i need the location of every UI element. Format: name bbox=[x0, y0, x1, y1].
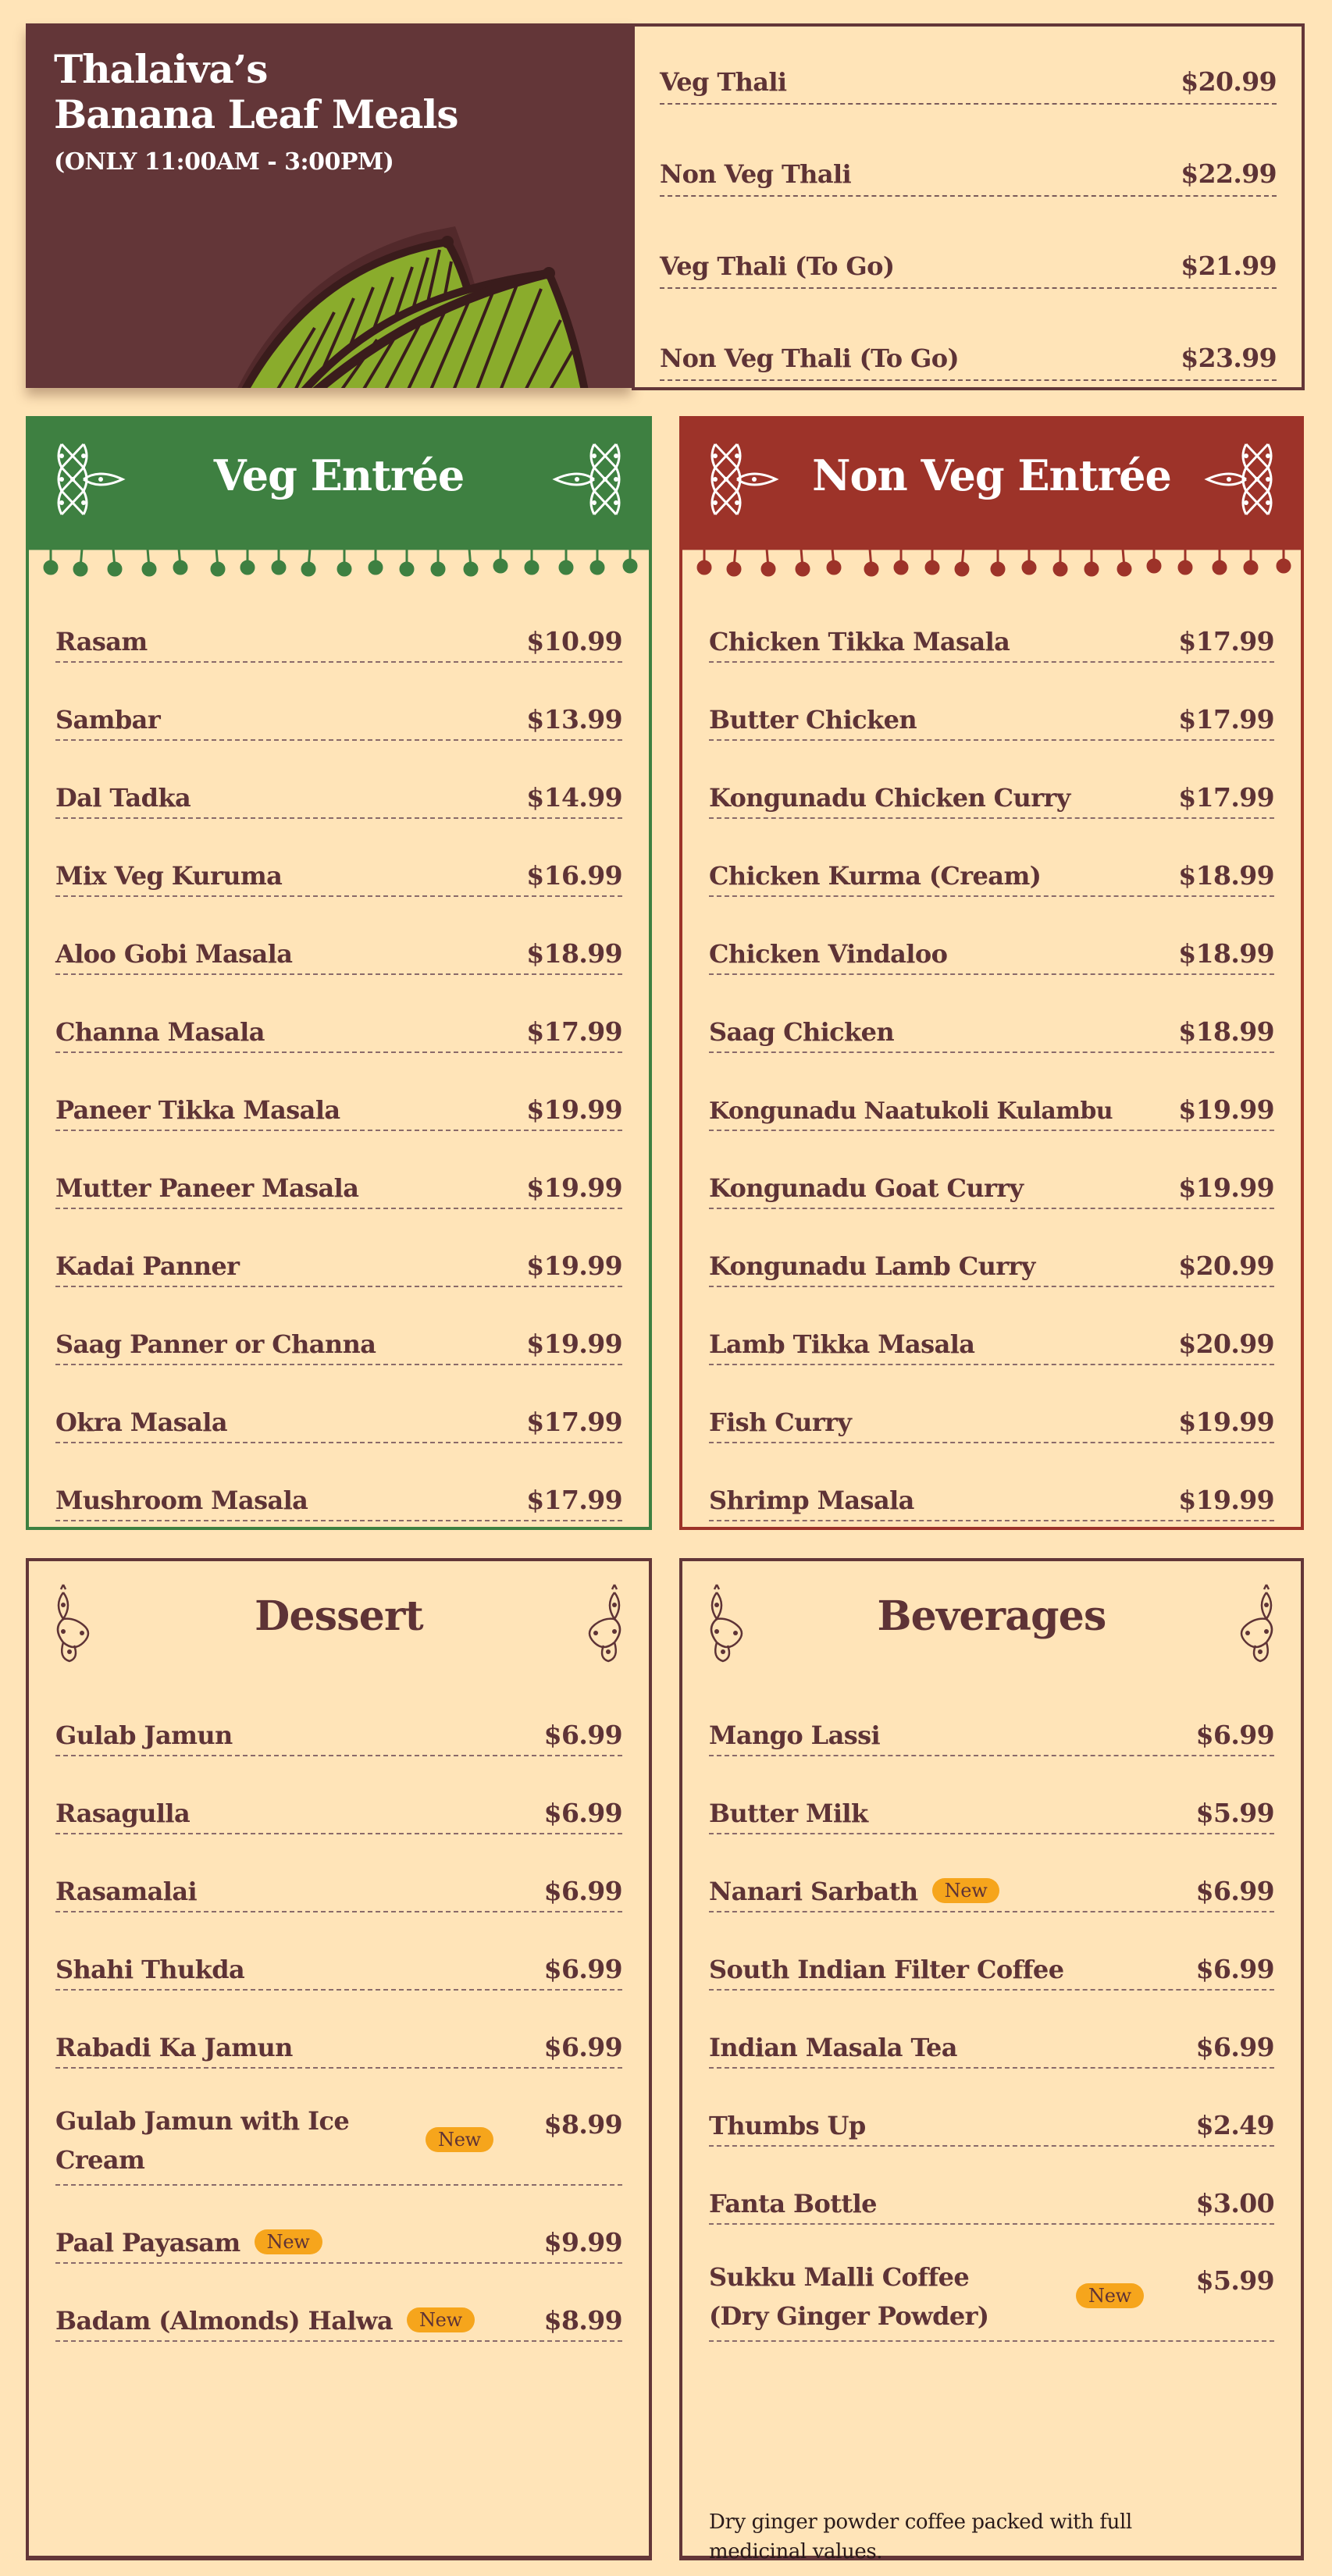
menu-item: Kongunadu Goat Curry $19.99 bbox=[709, 1131, 1274, 1209]
hero-banner bbox=[26, 23, 632, 388]
banana-leaf-icon bbox=[198, 172, 632, 388]
menu-item: Kongunadu Chicken Curry $17.99 bbox=[709, 741, 1274, 819]
menu-item: Saag Panner or Channa $19.99 bbox=[55, 1287, 622, 1365]
new-badge: New bbox=[255, 2229, 322, 2254]
menu-item: Shrimp Masala $19.99 bbox=[709, 1443, 1274, 1521]
menu-item: Saag Chicken $18.99 bbox=[709, 975, 1274, 1053]
dashed-divider bbox=[709, 2340, 1274, 2342]
new-badge: New bbox=[1076, 2283, 1144, 2308]
section-title: Veg Entrée bbox=[213, 450, 465, 500]
menu-item: Dal Tadka $14.99 bbox=[55, 741, 622, 819]
menu-item: Aloo Gobi Masala $18.99 bbox=[55, 897, 622, 975]
new-badge: New bbox=[426, 2127, 493, 2152]
dashed-divider bbox=[55, 1520, 622, 1521]
tassel-border-icon bbox=[29, 549, 649, 577]
menu-item: Rasagulla $6.99 bbox=[55, 1756, 622, 1834]
menu-item: Channa Masala $17.99 bbox=[55, 975, 622, 1053]
dessert-section bbox=[26, 1558, 652, 2560]
section-title: Non Veg Entrée bbox=[812, 450, 1171, 500]
menu-item: Butter Chicken $17.99 bbox=[709, 663, 1274, 741]
menu-item: Sukku Malli Coffee (Dry Ginger Powder) New $5.99 bbox=[709, 2225, 1274, 2342]
menu-item: Thumbs Up $2.49 bbox=[709, 2069, 1274, 2147]
menu-list bbox=[55, 585, 622, 1521]
menu-item: Veg Thali (To Go) $21.99 bbox=[660, 250, 1277, 289]
menu-item: Shahi Thukda $6.99 bbox=[55, 1912, 622, 1991]
menu-item: Rabadi Ka Jamun $6.99 bbox=[55, 1991, 622, 2069]
menu-item: Kadai Panner $19.99 bbox=[55, 1209, 622, 1287]
menu-item: Chicken Tikka Masala $17.99 bbox=[709, 585, 1274, 663]
menu-item: Sambar $13.99 bbox=[55, 663, 622, 741]
dashed-divider bbox=[55, 2340, 622, 2342]
menu-item: Paneer Tikka Masala $19.99 bbox=[55, 1053, 622, 1131]
section-title: Dessert bbox=[255, 1592, 423, 1640]
restaurant-title: Thalaiva’s Banana Leaf Meals bbox=[54, 46, 458, 137]
menu-item: Nanari Sarbath New $6.99 bbox=[709, 1834, 1274, 1912]
veg-entree-section bbox=[26, 416, 652, 1530]
menu-item: Gulab Jamun $6.99 bbox=[55, 1678, 622, 1756]
menu-item: Butter Milk $5.99 bbox=[709, 1756, 1274, 1834]
beverages-section bbox=[679, 1558, 1304, 2564]
menu-item: Mutter Paneer Masala $19.99 bbox=[55, 1131, 622, 1209]
menu-item: Chicken Vindaloo $18.99 bbox=[709, 897, 1274, 975]
menu-item: Okra Masala $17.99 bbox=[55, 1365, 622, 1443]
menu-list bbox=[55, 1678, 622, 2342]
kolam-ornament-icon bbox=[547, 441, 625, 519]
menu-item: Kongunadu Lamb Curry $20.99 bbox=[709, 1209, 1274, 1287]
non-veg-entree-section bbox=[679, 416, 1304, 1530]
menu-item: Gulab Jamun with Ice Cream New $8.99 bbox=[55, 2069, 622, 2186]
menu-item: Non Veg Thali (To Go) $23.99 bbox=[660, 342, 1277, 381]
section-title: Beverages bbox=[877, 1592, 1106, 1640]
kolam-ornament-icon bbox=[1199, 441, 1277, 519]
item-description: Dry ginger powder coffee packed with full medicinal values. bbox=[709, 2510, 1132, 2564]
menu-item: Veg Thali $20.99 bbox=[660, 66, 1277, 105]
menu-item: Paal Payasam New $9.99 bbox=[55, 2186, 622, 2264]
menu-item: Non Veg Thali $22.99 bbox=[660, 158, 1277, 197]
menu-item: Badam (Almonds) Halwa New $8.99 bbox=[55, 2264, 622, 2342]
thali-price-panel bbox=[632, 23, 1305, 390]
menu-item: Indian Masala Tea $6.99 bbox=[709, 1991, 1274, 2069]
section-header bbox=[29, 419, 649, 549]
menu-item: Rasamalai $6.99 bbox=[55, 1834, 622, 1912]
menu-list bbox=[709, 1678, 1274, 2564]
tassel-border-icon bbox=[682, 549, 1301, 577]
new-badge: New bbox=[407, 2307, 475, 2332]
kolam-ornament-icon bbox=[1230, 1582, 1277, 1667]
kolam-ornament-icon bbox=[579, 1582, 625, 1667]
section-header bbox=[682, 419, 1301, 549]
menu-item: Mushroom Masala $17.99 bbox=[55, 1443, 622, 1521]
menu-item: Fish Curry $19.99 bbox=[709, 1365, 1274, 1443]
menu-item: Lamb Tikka Masala $20.99 bbox=[709, 1287, 1274, 1365]
dashed-divider bbox=[709, 1520, 1274, 1521]
menu-item: Mix Veg Kuruma $16.99 bbox=[55, 819, 622, 897]
menu-item: Kongunadu Naatukoli Kulambu $19.99 bbox=[709, 1053, 1274, 1131]
menu-item: South Indian Filter Coffee $6.99 bbox=[709, 1912, 1274, 1991]
new-badge: New bbox=[932, 1878, 1000, 1903]
menu-item: Mango Lassi $6.99 bbox=[709, 1678, 1274, 1756]
menu-item: Rasam $10.99 bbox=[55, 585, 622, 663]
meal-hours: (ONLY 11:00AM - 3:00PM) bbox=[54, 148, 394, 176]
menu-list bbox=[709, 585, 1274, 1521]
menu-item: Fanta Bottle $3.00 bbox=[709, 2147, 1274, 2225]
menu-item: Chicken Kurma (Cream) $18.99 bbox=[709, 819, 1274, 897]
